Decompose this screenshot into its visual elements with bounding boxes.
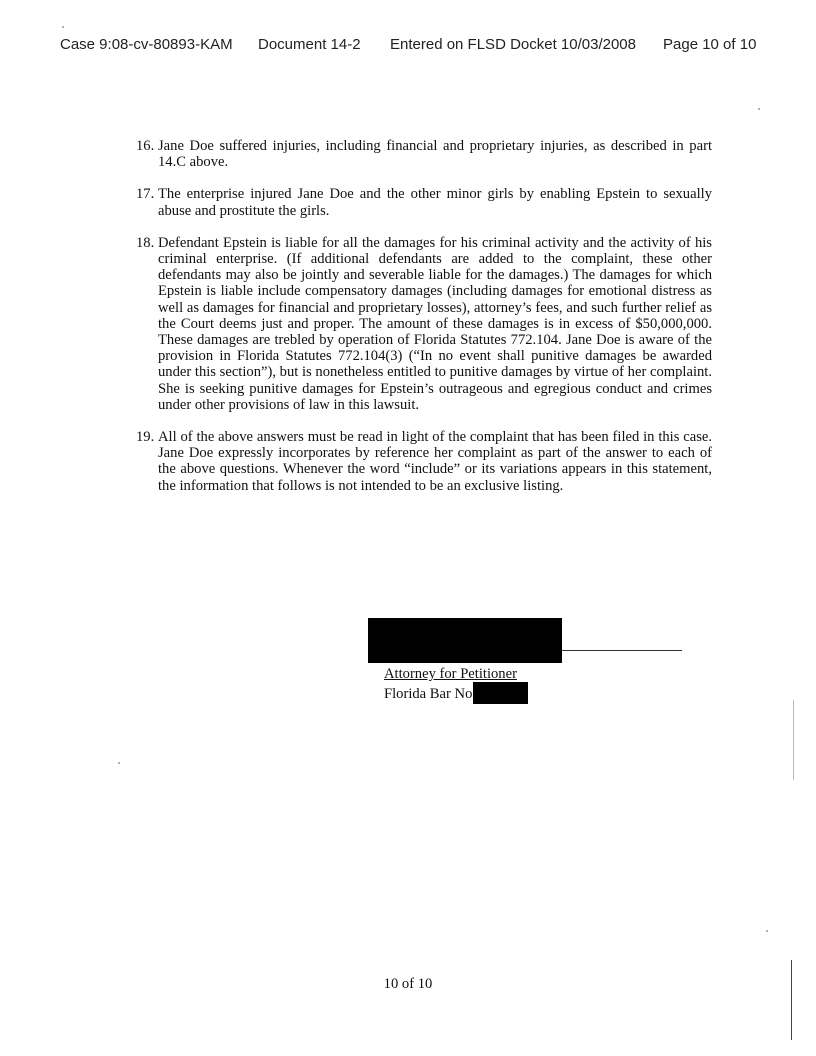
attorney-role: Attorney for Petitioner — [384, 666, 517, 682]
paragraph-18 — [136, 235, 712, 413]
document-body — [136, 138, 712, 510]
paragraph-number: 16. — [136, 138, 155, 154]
scan-edge-mark — [793, 700, 794, 780]
florida-bar-line — [384, 682, 528, 704]
page-footer: 10 of 10 — [383, 976, 433, 992]
paragraph-19 — [136, 429, 712, 494]
paragraph-16 — [136, 138, 712, 170]
case-number: Case 9:08-cv-80893-KAM — [60, 36, 233, 53]
paragraph-text: Defendant Epstein is liable for all the damages for his criminal activity and the activity of his criminal enterprise. (If additional defendants are added to the complaint, these other defendants may also be jointly and severable liable for the damages.) The damages for which Epstein is liable include compensatory damages (including damages for emotional distress as well as damages for financial and proprietary losses), attorney’s fees, and such further relief as the Court deems just and proper. The amount of these damages is in excess of $50,000,000. These damages are trebled by operation of Florida Statutes 772.104. Jane Doe is aware of the provision in Florida Statutes 772.104(3) (“In no event shall punitive damages be awarded under this section”), but is nonetheless entitled to punitive damages by virtue of her complaint. She is seeking punitive damages for Epstein’s outrageous and egregious conduct and crimes under other provisions of law in this lawsuit. — [158, 234, 712, 413]
page-header — [60, 36, 760, 60]
docket-entry: Entered on FLSD Docket 10/03/2008 — [390, 36, 636, 53]
signature-block — [368, 618, 688, 708]
paragraph-17 — [136, 186, 712, 218]
scan-speck — [758, 108, 760, 110]
signature-line — [562, 650, 682, 651]
scan-speck — [118, 762, 120, 764]
florida-bar-label: Florida Bar No — [384, 686, 473, 702]
redacted-bar-number — [473, 682, 528, 704]
paragraph-number: 19. — [136, 429, 155, 446]
paragraph-number: 17. — [136, 186, 155, 203]
scan-speck — [62, 26, 64, 28]
paragraph-text: Jane Doe suffered injuries, including financial and proprietary injuries, as described in part 14.C above. — [158, 138, 712, 171]
scan-edge-mark — [791, 960, 792, 1040]
scan-speck — [766, 930, 768, 932]
paragraph-text: All of the above answers must be read in light of the complaint that has been filed in this case. Jane Doe expressly incorporates by reference her complaint as part of the answer to each of the above questions. Whenever the word “include” or its variations appears in this statement, the information that follows is not intended to be an exclusive listing. — [158, 429, 712, 494]
document-number: Document 14-2 — [258, 36, 361, 53]
redacted-attorney-name — [368, 618, 562, 663]
paragraph-text: The enterprise injured Jane Doe and the other minor girls by enabling Epstein to sexually abuse and prostitute the girls. — [158, 186, 712, 219]
paragraph-number: 18. — [136, 234, 155, 251]
header-page-count: Page 10 of 10 — [663, 36, 757, 53]
